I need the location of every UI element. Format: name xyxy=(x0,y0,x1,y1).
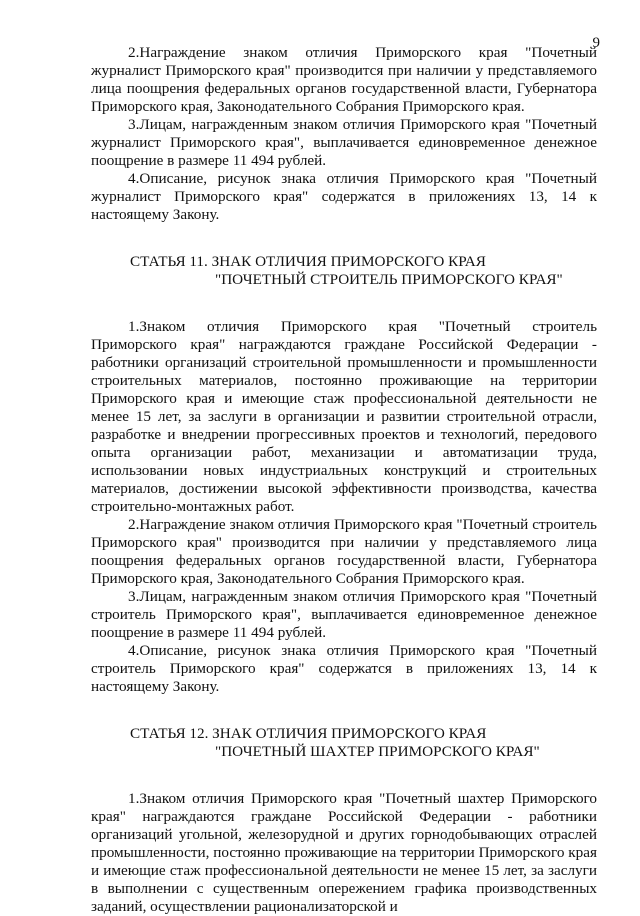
article-heading-line2: "ПОЧЕТНЫЙ СТРОИТЕЛЬ ПРИМОРСКОГО КРАЯ" xyxy=(215,271,563,288)
document-body xyxy=(91,44,597,916)
section-article-11 xyxy=(91,253,597,696)
paragraph: 2.Награждение знаком отличия Приморского края "Почетный строитель Приморского края" производится при наличии у представляемого лица поощрения федеральных органов государственной власти, Губернатора Приморского края, Законодательного Собрания Приморского края. xyxy=(91,516,597,587)
section-article-10-continuation xyxy=(91,44,597,224)
paragraph: 1.Знаком отличия Приморского края "Почетный строитель Приморского края" награждаются граждане Российской Федерации - работники организаций строительной промышленности и промышленности строительных материалов, постоянно проживающие на территории Приморского края и имеющие стаж профессиональной деятельности не менее 15 лет, за заслуги в организации и развитии строительной отрасли, разработке и внедрении прогрессивных проектов и технологий, передового опыта организации работ, механизации и автоматизации труда, использовании новых индустриальных конструкций и строительных материалов, достижении высокой эффективности производства, качества строительно-монтажных работ. xyxy=(91,318,597,515)
article-heading xyxy=(91,253,597,289)
paragraph: 3.Лицам, награжденным знаком отличия Приморского края "Почетный журналист Приморского края", выплачивается единовременное денежное поощрение в размере 11 494 рублей. xyxy=(91,116,597,169)
article-heading xyxy=(91,725,597,761)
article-heading-line1: СТАТЬЯ 11. ЗНАК ОТЛИЧИЯ ПРИМОРСКОГО КРАЯ xyxy=(130,253,486,270)
paragraph: 3.Лицам, награжденным знаком отличия Приморского края "Почетный строитель Приморского края", выплачивается единовременное денежное поощрение в размере 11 494 рублей. xyxy=(91,588,597,641)
article-heading-line2: "ПОЧЕТНЫЙ ШАХТЕР ПРИМОРСКОГО КРАЯ" xyxy=(215,743,540,760)
paragraph: 4.Описание, рисунок знака отличия Приморского края "Почетный журналист Приморского края" содержатся в приложениях 13, 14 к настоящему Закону. xyxy=(91,170,597,223)
paragraph: 1.Знаком отличия Приморского края "Почетный шахтер Приморского края" награждаются граждане Российской Федерации - работники организаций угольной, железорудной и других горнодобывающих отраслей промышленности, постоянно проживающие на территории Приморского края и имеющие стаж профессиональной деятельности не менее 15 лет, за заслуги в выполнении с существенным опережением графика производственных заданий, осуществлении рационализаторской и xyxy=(91,790,597,915)
section-article-12 xyxy=(91,725,597,916)
page-number: 9 xyxy=(592,35,600,51)
article-heading-line1: СТАТЬЯ 12. ЗНАК ОТЛИЧИЯ ПРИМОРСКОГО КРАЯ xyxy=(130,725,487,742)
paragraph: 2.Награждение знаком отличия Приморского края "Почетный журналист Приморского края" производится при наличии у представляемого лица поощрения федеральных органов государственной власти, Губернатора Приморского края, Законодательного Собрания Приморского края. xyxy=(91,44,597,115)
paragraph: 4.Описание, рисунок знака отличия Приморского края "Почетный строитель Приморского края" содержатся в приложениях 13, 14 к настоящему Закону. xyxy=(91,642,597,695)
